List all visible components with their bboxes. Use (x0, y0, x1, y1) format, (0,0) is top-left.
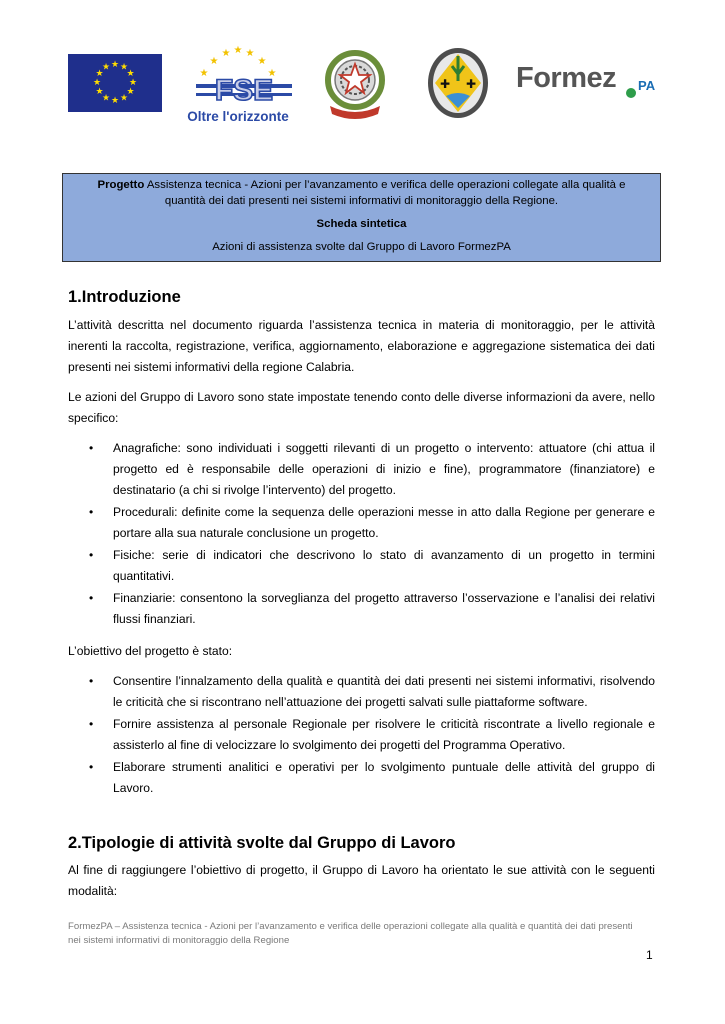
fse-tagline: Oltre l'orizzonte (187, 109, 289, 124)
svg-text:★: ★ (119, 62, 129, 73)
italian-republic-emblem (320, 44, 390, 122)
page-number: 1 (646, 948, 653, 962)
project-summary-box (62, 173, 661, 262)
obiettivo-paragraph: L’obiettivo del progetto è stato: (68, 644, 233, 658)
svg-text:★: ★ (245, 48, 255, 59)
project-title-line1 (63, 177, 660, 193)
svg-text:★: ★ (119, 93, 129, 104)
list-item: • Elaborare strumenti analitici e operativi per lo svolgimento puntuale delle attività del gruppo di Lavoro. (68, 757, 655, 799)
bullet-icon: • (89, 591, 94, 605)
svg-text:★: ★ (233, 45, 243, 56)
section-heading-tipologie: 2.Tipologie di attività svolte dal Gruppo di Lavoro (68, 834, 456, 852)
svg-text:★: ★ (110, 96, 120, 106)
svg-text:★: ★ (221, 48, 231, 59)
azioni-subtitle: Azioni di assistenza svolte dal Gruppo di Lavoro FormezPA (212, 241, 511, 253)
list-item: • Anagrafiche: sono individuati i soggetti rilevanti di un progetto o intervento: attuatore (chi attua il progetto ed è responsabile delle operazioni di inizio e fine), programmatore (finanziatore) e destinatario (a chi si rivolge l’intervento) del progetto. (68, 438, 655, 501)
svg-text:★: ★ (95, 69, 104, 79)
formez-pa-label: PA (638, 78, 656, 93)
bullet-icon: • (89, 505, 94, 519)
fse-emblem-icon (174, 44, 302, 124)
svg-text:✚: ✚ (466, 77, 477, 91)
bullet-icon: • (89, 548, 94, 562)
svg-text:★: ★ (95, 87, 104, 97)
svg-text:★: ★ (126, 87, 135, 97)
svg-text:★: ★ (209, 56, 219, 67)
section-heading-introduzione: 1.Introduzione (68, 288, 181, 306)
svg-text:★: ★ (92, 78, 102, 88)
fse-logo (174, 44, 302, 124)
list-item: • Procedurali: definite come la sequenza delle operazioni messe in atto dalla Regione per generare e portare alla sua naturale conclusione un progetto. (68, 502, 655, 544)
azioni-paragraph: Le azioni del Gruppo di Lavoro sono state impostate tenendo conto delle diverse informazioni da avere, nello specifico: (68, 390, 655, 425)
intro-paragraph: L’attività descritta nel documento riguarda l’assistenza tecnica in materia di monitoraggio, per le attività inerenti la raccolta, registrazione, verifica, aggiornamento, elaborazione e aggregazione sistematica dei dati presenti nei sistemi informativi della regione Calabria. (68, 318, 655, 374)
svg-text:★: ★ (126, 69, 135, 79)
calabria-region-logo (426, 46, 490, 120)
formez-pa-logo (516, 62, 661, 102)
objectives-list (68, 671, 655, 800)
eu-stars-icon (68, 54, 162, 112)
info-types-list (68, 438, 655, 631)
eu-flag-logo (68, 54, 162, 112)
fse-text: FSE (214, 74, 274, 107)
page-footer: FormezPA – Assistenza tecnica - Azioni per l’avanzamento e verifica delle operazioni collegate alla qualità e quantità dei dati presenti nei sistemi informativi di monitoraggio della Regione (68, 921, 633, 946)
emblem-star-icon (320, 44, 390, 122)
scheda-sintetica-title: Scheda sintetica (316, 218, 407, 230)
svg-text:★: ★ (267, 68, 277, 79)
list-item: • Fisiche: serie di indicatori che descrivono lo stato di avanzamento di un progetto in termini quantitativi. (68, 545, 655, 587)
svg-text:★: ★ (110, 60, 120, 70)
bullet-icon: • (89, 674, 94, 688)
svg-text:★: ★ (101, 93, 111, 104)
svg-text:★: ★ (257, 56, 267, 67)
bullet-icon: • (89, 441, 94, 455)
project-title-line2: quantità dei dati presenti nei sistemi informativi di monitoraggio della Regione. (164, 195, 559, 207)
list-item: • Fornire assistenza al personale Regionale per risolvere le criticità riscontrate a livello regionale e assisterlo al fine di velocizzare lo svolgimento dei progetti del Programma Operativo. (68, 714, 655, 756)
calabria-shield-icon (426, 46, 490, 120)
bullet-icon: • (89, 717, 94, 731)
formez-wordmark: Formez (516, 62, 617, 94)
list-item: • Consentire l’innalzamento della qualità e quantità dei dati presenti nei sistemi informativi, risolvendo le criticità che si riscontrano nell’attuazione dei progetti salvati sulle piattaforme software. (68, 671, 655, 713)
svg-text:★: ★ (128, 78, 138, 88)
tipologie-paragraph: Al fine di raggiungere l’obiettivo di progetto, il Gruppo di Lavoro ha orientato le sue attività con le seguenti modalità: (68, 863, 655, 898)
bullet-icon: • (89, 760, 94, 774)
project-title-text: Assistenza tecnica - Azioni per l’avanzamento e verifica delle operazioni collegate alla qualità e (144, 179, 626, 191)
svg-text:✚: ✚ (440, 77, 451, 91)
svg-text:★: ★ (199, 68, 209, 79)
svg-text:★: ★ (101, 62, 111, 73)
formez-dot-icon (626, 88, 636, 98)
project-label: Progetto (97, 179, 145, 191)
list-item: • Finanziarie: consentono la sorveglianza del progetto attraverso l’osservazione e l’analisi dei relativi flussi finanziari. (68, 588, 655, 630)
